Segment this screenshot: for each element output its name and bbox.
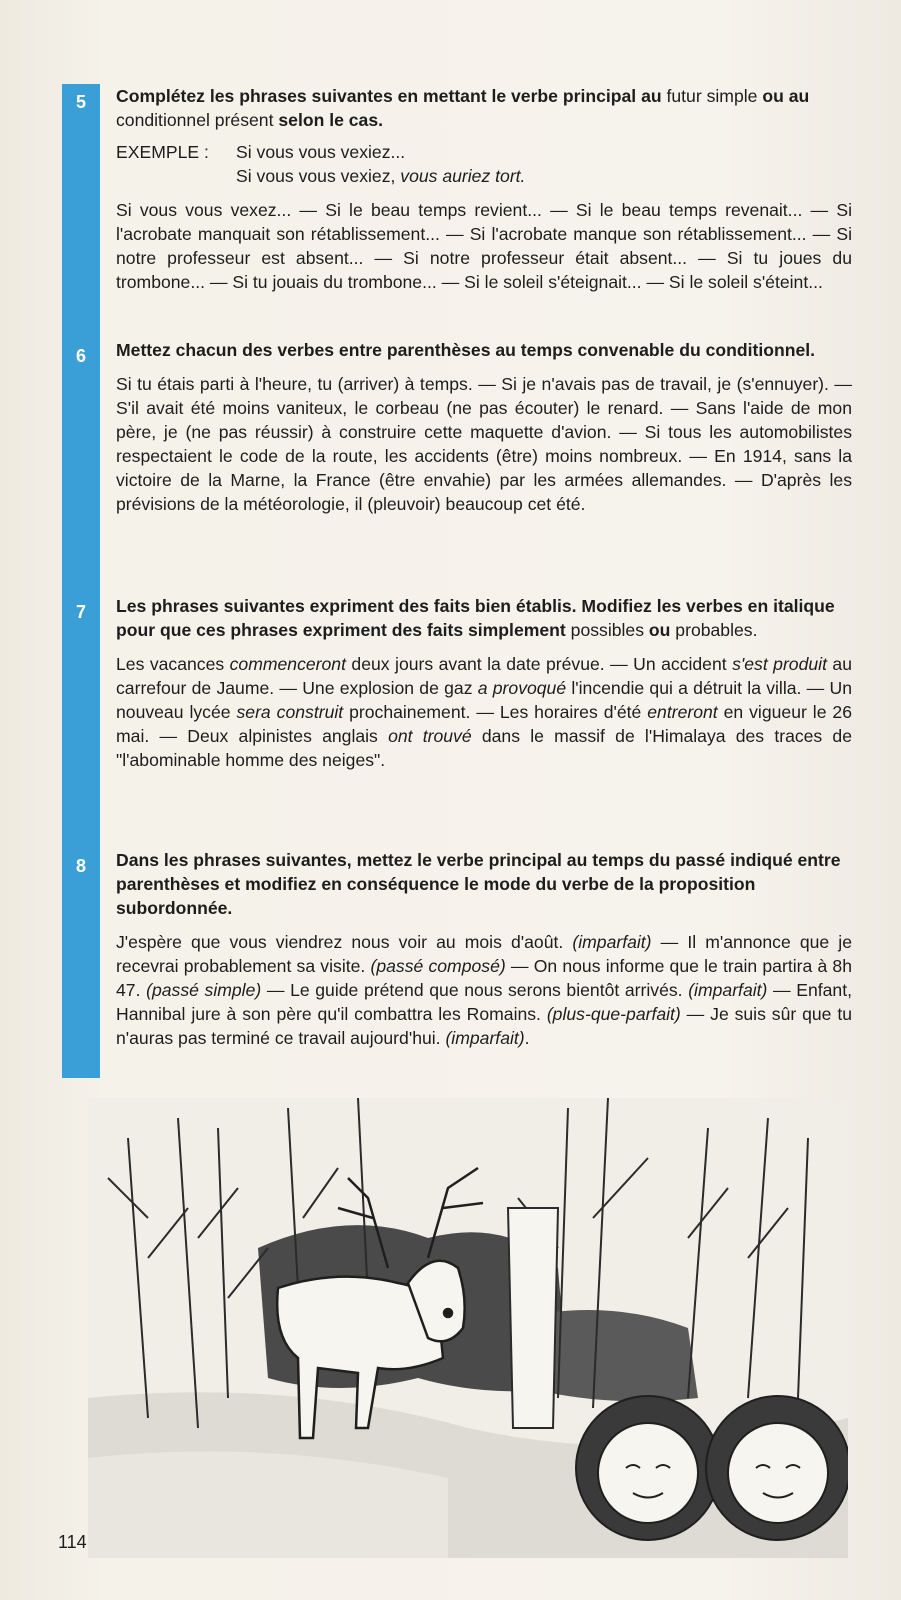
text-part: — Je suis sûr que tu n'auras pas terminé ce travail aujourd'hui. <box>116 1004 852 1048</box>
illustration-drawing <box>88 1098 848 1558</box>
example-text: Si vous vous vexiez, <box>236 166 401 186</box>
instruction-part: ou au <box>762 86 810 106</box>
text-part: — Il m'annonce que je recevrai probablement sa visite. <box>116 932 853 976</box>
text-part: dans le massif de l'Himalaya des traces de "l'abominable homme des neiges". <box>116 726 853 770</box>
exercise-instruction: Mettez chacun des verbes entre parenthèses au temps convenable du conditionnel. <box>116 340 816 360</box>
text-part: deux jours avant la date prévue. — Un accident <box>345 654 733 674</box>
instruction-part: conditionnel présent <box>116 110 279 130</box>
instruction-part: Complétez les phrases suivantes en mettant le verbe principal au <box>116 86 662 106</box>
text-part: — On nous informe que le train partira à 8h 47. <box>116 956 852 1000</box>
instruction-part: futur simple <box>661 86 763 106</box>
exercise-instruction: Dans les phrases suivantes, mettez le verbe principal au temps du passé indiqué entre parenthèses et modifiez en conséquence le mode du verbe de la proposition subordonnée. <box>116 850 841 918</box>
exercise-6 <box>62 338 852 516</box>
exercise-instruction <box>116 84 852 132</box>
text-part: J'espère que vous viendrez nous voir au mois d'août. <box>116 932 573 952</box>
tense-hint: (imparfait) <box>445 1028 525 1048</box>
italic-verb: entreront <box>647 702 718 722</box>
exercise-7 <box>62 594 852 772</box>
text-part: — Le guide prétend que nous serons bientôt arrivés. <box>261 980 689 1000</box>
exercise-number: 7 <box>75 602 86 622</box>
exercise-text <box>116 652 852 772</box>
instruction-part: Les phrases suivantes expriment des faits bien établis. Modifiez les verbes en italique pour que ces phrases expriment des faits simplement <box>116 596 835 640</box>
italic-verb: commenceront <box>229 654 346 674</box>
example-block <box>116 140 852 188</box>
example-label: EXEMPLE : <box>116 142 209 162</box>
exercise-number: 5 <box>75 92 86 112</box>
text-part: prochainement. — Les horaires d'été <box>343 702 648 722</box>
example-line <box>236 164 525 188</box>
exercise-instruction <box>116 594 852 642</box>
instruction-part: probables. <box>670 620 758 640</box>
tense-hint: (passé simple) <box>146 980 262 1000</box>
italic-verb: s'est produit <box>732 654 827 674</box>
page-number: 114 <box>58 1532 87 1552</box>
tense-hint: (plus-que-parfait) <box>546 1004 681 1024</box>
exercise-text: Si tu étais parti à l'heure, tu (arriver) à temps. — Si je n'avais pas de travail, je (s'ennuyer). — S'il avait été moins vaniteux, le corbeau (ne pas écouter) le renard. — Sans l'aide de mon père, je (ne pas réussir) à construire cette maquette d'avion. — Si tous les automobilistes respectaient le code de la route, les accidents (être) moins nombreux. — En 1914, sans la victoire de la Marne, la France (être envahie) par les armées allemandes. — D'après les prévisions de la météorologie, il (pleuvoir) beaucoup cet été. <box>116 374 852 514</box>
exercise-text <box>116 930 852 1050</box>
example-line: Si vous vous vexiez... <box>236 142 406 162</box>
instruction-part: selon le cas. <box>278 110 384 130</box>
text-part: au carrefour de Jaume. — Une explosion de gaz <box>116 654 852 698</box>
text-part: — Enfant, Hannibal jure à son père qu'il combattra les Romains. <box>116 980 852 1024</box>
italic-verb: ont trouvé <box>388 726 472 746</box>
exercise-number: 6 <box>75 346 86 366</box>
text-part: Les vacances <box>116 654 230 674</box>
exercise-number: 8 <box>75 856 86 876</box>
exercise-5 <box>62 84 852 294</box>
tense-hint: (imparfait) <box>572 932 652 952</box>
tense-hint: (passé composé) <box>370 956 506 976</box>
text-part: en vigueur le 26 mai. — Deux alpinistes anglais <box>116 702 853 746</box>
italic-verb: a provoqué <box>477 678 567 698</box>
text-part: l'incendie qui a détruit la villa. — Un nouveau lycée <box>116 678 852 722</box>
reindeer-illustration <box>88 1098 848 1558</box>
tense-hint: (imparfait) <box>688 980 768 1000</box>
italic-verb: sera construit <box>236 702 344 722</box>
exercise-text: Si vous vous vexez... — Si le beau temps revient... — Si le beau temps revenait... — Si l'acrobate manquait son rétablissement... — Si l'acrobate manque son rétablissement... — Si notre professeur est absent... — Si notre professeur était absent... — Si tu joues du trombone... — Si tu jouais du trombone... — Si le soleil s'éteignait... — Si le soleil s'éteint... <box>116 200 852 292</box>
instruction-part: possibles <box>565 620 649 640</box>
example-answer: vous auriez tort. <box>400 166 526 186</box>
instruction-part: ou <box>648 620 671 640</box>
text-part: . <box>524 1028 530 1048</box>
exercise-8 <box>62 848 852 1050</box>
